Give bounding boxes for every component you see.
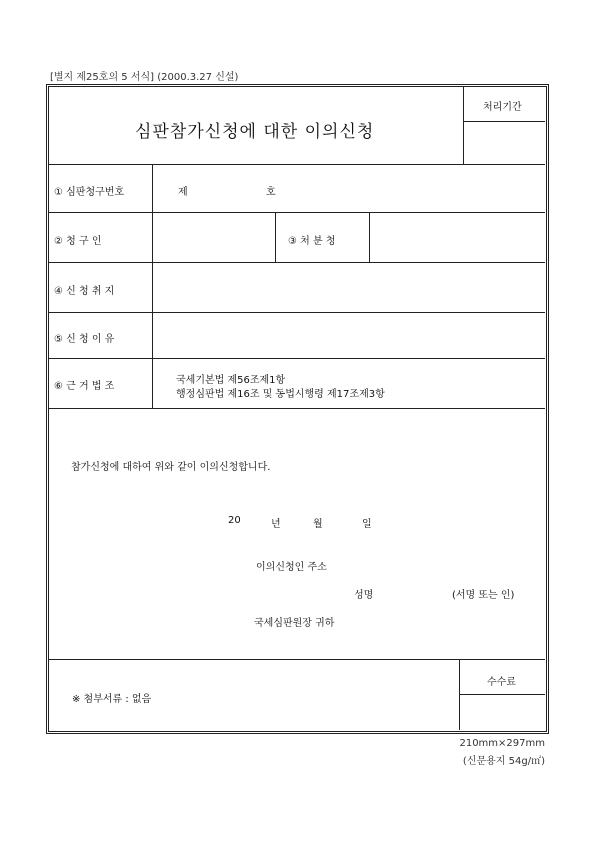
fee-label: 수수료 [487, 677, 516, 688]
attachments-note: ※ 첨부서류 : 없음 [72, 694, 152, 705]
date-month-unit: 월 [313, 519, 323, 530]
legal-basis-line2: 행정심판법 제16조 및 동법시행령 제17조제3항 [176, 389, 385, 400]
applicant-label: ② 청 구 인 [54, 236, 102, 247]
date-year: 20 [228, 515, 241, 526]
seal-label: (서명 또는 인) [452, 590, 515, 601]
disposing-agency-label: ③ 처 분 청 [288, 236, 336, 247]
paper-type: (신문용지 54g/㎡) [462, 756, 545, 767]
paper-size: 210mm×297mm [459, 738, 545, 749]
applicant-address-label: 이의신청인 주소 [256, 562, 327, 573]
case-number-suffix: 호 [266, 187, 276, 198]
processing-period-label: 처리기간 [483, 102, 522, 113]
case-number-label: ① 심판청구번호 [54, 187, 125, 198]
form-reference: [별지 제25호의 5 서식] (2000.3.27 신설) [50, 72, 239, 83]
addressee: 국세심판원장 귀하 [254, 618, 335, 629]
statement-text: 참가신청에 대하여 위와 같이 이의신청합니다. [71, 462, 271, 473]
case-number-prefix: 제 [178, 187, 188, 198]
reason-label: ⑤ 신 청 이 유 [54, 334, 115, 345]
form-title: 심판참가신청에 대한 이의신청 [135, 122, 375, 142]
date-year-unit: 년 [271, 519, 281, 530]
legal-basis-label: ⑥ 근 거 법 조 [54, 381, 115, 392]
date-day-unit: 일 [362, 519, 372, 530]
purpose-label: ④ 신 청 취 지 [54, 286, 115, 297]
name-label: 성명 [354, 590, 374, 601]
legal-basis-line1: 국세기본법 제56조제1항 [176, 375, 286, 386]
